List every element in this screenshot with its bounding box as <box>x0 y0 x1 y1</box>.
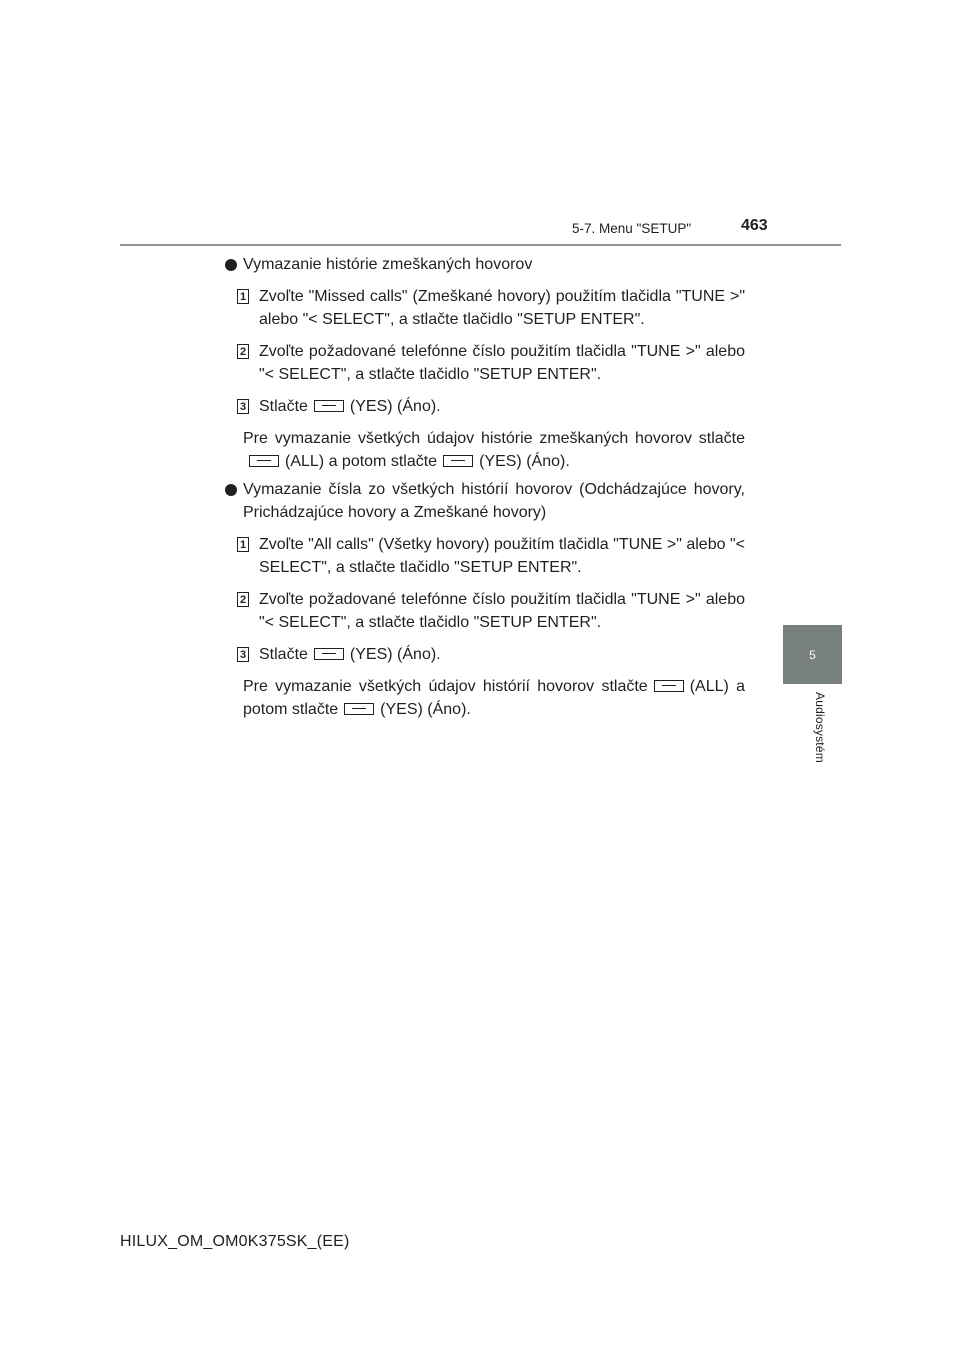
section-heading-missed-calls <box>215 253 745 276</box>
chapter-tab <box>783 625 842 684</box>
note-text-3: (YES) (Áno). <box>479 453 570 470</box>
note-text-2: (ALL) a potom stlačte <box>285 453 438 470</box>
softkey-button-icon <box>443 455 473 467</box>
chapter-label: Audiosystém <box>813 692 827 763</box>
step-text-before: Stlačte <box>259 646 308 663</box>
step-text: Zvoľte "Missed calls" (Zmeškané hovory) použitím tlačidla "TUNE >" alebo "< SELECT", a stlačte tlačidlo "SETUP ENTER". <box>259 288 745 328</box>
step-3 <box>215 395 745 418</box>
step-number-icon: 1 <box>237 537 249 552</box>
step-text-after: (YES) (Áno). <box>349 646 441 663</box>
step-text-before: Stlačte <box>259 398 308 415</box>
step-text-after: (YES) (Áno). <box>349 398 441 415</box>
chapter-number: 5 <box>809 647 816 662</box>
page-content <box>215 253 745 726</box>
note-delete-all-missed <box>215 427 745 473</box>
note-text-1: Pre vymazanie všetkých údajov histórie zmeškaných hovorov stlačte <box>243 430 745 447</box>
step-number-icon: 3 <box>237 647 249 662</box>
note-text-1: Pre vymazanie všetkých údajov histórií hovorov stlačte <box>243 678 648 695</box>
footer-document-id: HILUX_OM_OM0K375SK_(EE) <box>120 1233 350 1250</box>
softkey-button-icon <box>249 455 279 467</box>
step-2 <box>215 340 745 386</box>
step-1 <box>215 533 745 579</box>
step-number-icon: 2 <box>237 344 249 359</box>
step-number-icon: 3 <box>237 399 249 414</box>
step-text: Zvoľte "All calls" (Všetky hovory) použitím tlačidla "TUNE >" alebo "< SELECT", a stlačte tlačidlo "SETUP ENTER". <box>259 536 745 576</box>
step-number-icon: 1 <box>237 289 249 304</box>
softkey-button-icon <box>344 703 374 715</box>
section-heading-text: Vymazanie histórie zmeškaných hovorov <box>243 256 533 273</box>
page-number: 463 <box>741 217 768 234</box>
section-heading-all-calls <box>215 478 745 524</box>
header-rule <box>120 244 841 246</box>
step-text: Zvoľte požadované telefónne číslo použitím tlačidla "TUNE >" alebo "< SELECT", a stlačte tlačidlo "SETUP ENTER". <box>259 591 745 631</box>
softkey-button-icon <box>654 680 684 692</box>
bullet-icon <box>225 259 237 271</box>
bullet-icon <box>225 484 237 496</box>
note-text-2: (ALL) a potom stlačte <box>243 678 745 718</box>
step-1 <box>215 285 745 331</box>
step-3 <box>215 643 745 666</box>
note-delete-all-history <box>215 675 745 721</box>
note-text-3: (YES) (Áno). <box>380 701 471 718</box>
header-section-title: 5-7. Menu "SETUP" <box>572 221 692 236</box>
softkey-button-icon <box>314 648 344 660</box>
softkey-button-icon <box>314 400 344 412</box>
step-text: Zvoľte požadované telefónne číslo použitím tlačidla "TUNE >" alebo "< SELECT", a stlačte tlačidlo "SETUP ENTER". <box>259 343 745 383</box>
step-2 <box>215 588 745 634</box>
section-heading-text: Vymazanie čísla zo všetkých histórií hovorov (Odchádzajúce hovory, Prichádzajúce hovory a Zmeškané hovory) <box>243 481 745 521</box>
step-number-icon: 2 <box>237 592 249 607</box>
